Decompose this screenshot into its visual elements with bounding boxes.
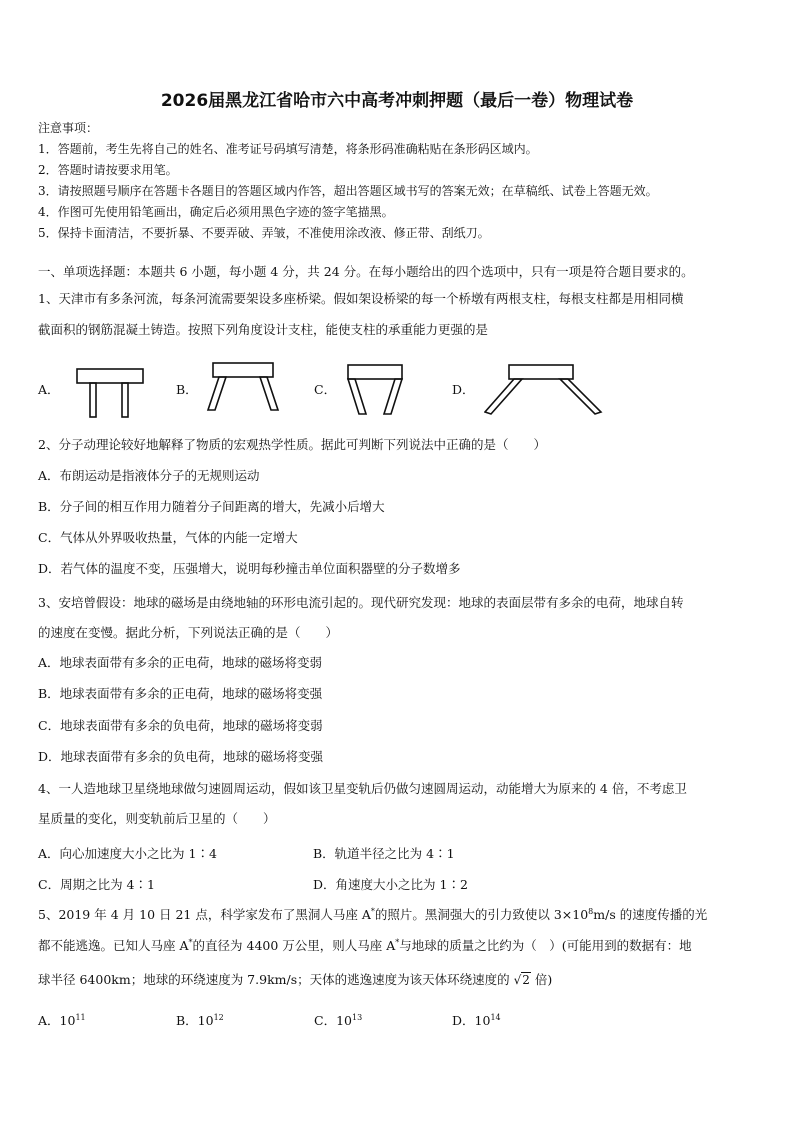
sqrt-sign: √ bbox=[513, 973, 522, 987]
q1-stem-line: 截面积的钢筋混凝土铸造。按照下列角度设计支柱，能使支柱的承重能力更强的是 bbox=[38, 322, 489, 337]
section-heading: 一、单项选择题：本题共 6 小题，每小题 4 分，共 24 分。在每小题给出的四个选项中，只有一项是符合题目要求的。 bbox=[38, 264, 694, 279]
q3-stem-line: 3、安培曾假设：地球的磁场是由绕地轴的环形电流引起的。现代研究发现：地球的表面层带有多余的电荷，地球自转 bbox=[38, 595, 684, 610]
q3-option: C．地球表面带有多余的负电荷，地球的磁场将变弱 bbox=[38, 718, 323, 733]
q1-stem-line: 1、天津市有多条河流，每条河流需要架设多座桥梁。假如架设桥梁的每一个桥墩有两根支柱，每根支柱都是用相同横 bbox=[38, 291, 684, 306]
notes-heading: 注意事项： bbox=[38, 121, 99, 135]
sqrt-argument: 2 bbox=[522, 973, 530, 987]
q1-option-d-label: D． bbox=[452, 382, 475, 397]
q5-text: 与地球的质量之比约为（ ）(可能用到的数据有：地 bbox=[399, 938, 692, 953]
q5-option-b bbox=[176, 1011, 224, 1029]
q2-option: D．若气体的温度不变，压强增大，说明每秒撞击单位面积器壁的分子数增多 bbox=[38, 561, 461, 576]
q4-option: B．轨道半径之比为 4∶1 bbox=[313, 846, 455, 861]
q5-option-d bbox=[452, 1011, 501, 1029]
q5-superscript: * bbox=[188, 937, 193, 947]
q5-text: m/s 的速度传播的光 bbox=[593, 907, 708, 922]
q5-text: 都不能逃逸。已知人马座 A bbox=[38, 938, 189, 953]
q2-option: A．布朗运动是指液体分子的无规则运动 bbox=[38, 468, 260, 483]
pillar-figure-a bbox=[76, 368, 146, 420]
pillar-figure-d bbox=[484, 364, 604, 418]
q5-option-base: D．10 bbox=[452, 1013, 491, 1028]
pillar-figure-c bbox=[340, 364, 410, 418]
q1-option-c-label: C． bbox=[314, 382, 337, 397]
q3-option: A．地球表面带有多余的正电荷，地球的磁场将变弱 bbox=[38, 655, 323, 670]
q4-stem-line: 星质量的变化，则变轨前后卫星的（ ） bbox=[38, 811, 276, 826]
q1-option-b-label: B． bbox=[176, 382, 198, 397]
q5-stem-line bbox=[38, 972, 552, 988]
q5-option-base: C．10 bbox=[314, 1013, 352, 1028]
page-title: 2026届黑龙江省哈市六中高考冲刺押题（最后一卷）物理试卷 bbox=[160, 91, 634, 111]
q5-superscript: * bbox=[370, 906, 375, 916]
q5-option-c bbox=[314, 1011, 362, 1029]
q5-option-exponent: 13 bbox=[351, 1012, 363, 1022]
q5-text: 倍) bbox=[530, 972, 553, 987]
q4-stem-line: 4、一人造地球卫星绕地球做匀速圆周运动，假如该卫星变轨后仍做匀速圆周运动，动能增大为原来的 4 倍，不考虑卫 bbox=[38, 781, 687, 796]
q2-option: B．分子间的相互作用力随着分子间距离的增大，先减小后增大 bbox=[38, 499, 385, 514]
q2-option: C．气体从外界吸收热量，气体的内能一定增大 bbox=[38, 530, 298, 545]
q5-stem-line bbox=[38, 907, 707, 923]
q5-option-exponent: 11 bbox=[75, 1012, 86, 1022]
q4-option: C．周期之比为 4∶1 bbox=[38, 877, 155, 892]
q3-option: D．地球表面带有多余的负电荷，地球的磁场将变强 bbox=[38, 749, 324, 764]
q5-option-a bbox=[38, 1011, 86, 1029]
note-item: 4．作图可先使用铅笔画出，确定后必须用黑色字迹的签字笔描黑。 bbox=[38, 205, 394, 219]
q1-option-a-label: A． bbox=[38, 382, 60, 397]
pillar-figure-b bbox=[204, 362, 284, 414]
q5-text: 的照片。黑洞强大的引力致使以 3×10 bbox=[374, 907, 589, 922]
q4-option: D．角速度大小之比为 1∶2 bbox=[313, 877, 468, 892]
note-item: 3．请按照题号顺序在答题卡各题目的答题区域内作答，超出答题区域书写的答案无效；在草稿纸、试卷上答题无效。 bbox=[38, 184, 658, 198]
q4-option: A．向心加速度大小之比为 1∶4 bbox=[38, 846, 217, 861]
q5-superscript: * bbox=[395, 937, 400, 947]
q3-stem-line: 的速度在变慢。据此分析，下列说法正确的是（ ） bbox=[38, 625, 339, 640]
note-item: 1．答题前，考生先将自己的姓名、准考证号码填写清楚，将条形码准确粘贴在条形码区域内。 bbox=[38, 142, 538, 156]
q2-stem: 2、分子动理论较好地解释了物质的宏观热学性质。据此可判断下列说法中正确的是（ ） bbox=[38, 437, 546, 452]
q5-option-exponent: 12 bbox=[213, 1012, 224, 1022]
sqrt-expression bbox=[514, 972, 531, 988]
q5-superscript: 8 bbox=[588, 906, 594, 916]
q5-stem-line bbox=[38, 938, 692, 954]
note-item: 2．答题时请按要求用笔。 bbox=[38, 163, 178, 177]
q5-text: 的直径为 4400 万公里，则人马座 A bbox=[192, 938, 396, 953]
q5-text: 5、2019 年 4 月 10 日 21 点，科学家发布了黑洞人马座 A bbox=[38, 907, 371, 922]
q5-option-exponent: 14 bbox=[490, 1012, 501, 1022]
note-item: 5．保持卡面清洁，不要折暴、不要弄破、弄皱，不准使用涂改液、修正带、刮纸刀。 bbox=[38, 226, 490, 240]
q5-option-base: B．10 bbox=[176, 1013, 214, 1028]
q5-text: 球半径 6400km；地球的环绕速度为 7.9km/s；天体的逃逸速度为该天体环绕速度的 bbox=[38, 972, 514, 987]
q5-option-base: A．10 bbox=[38, 1013, 76, 1028]
q3-option: B．地球表面带有多余的正电荷，地球的磁场将变强 bbox=[38, 686, 323, 701]
